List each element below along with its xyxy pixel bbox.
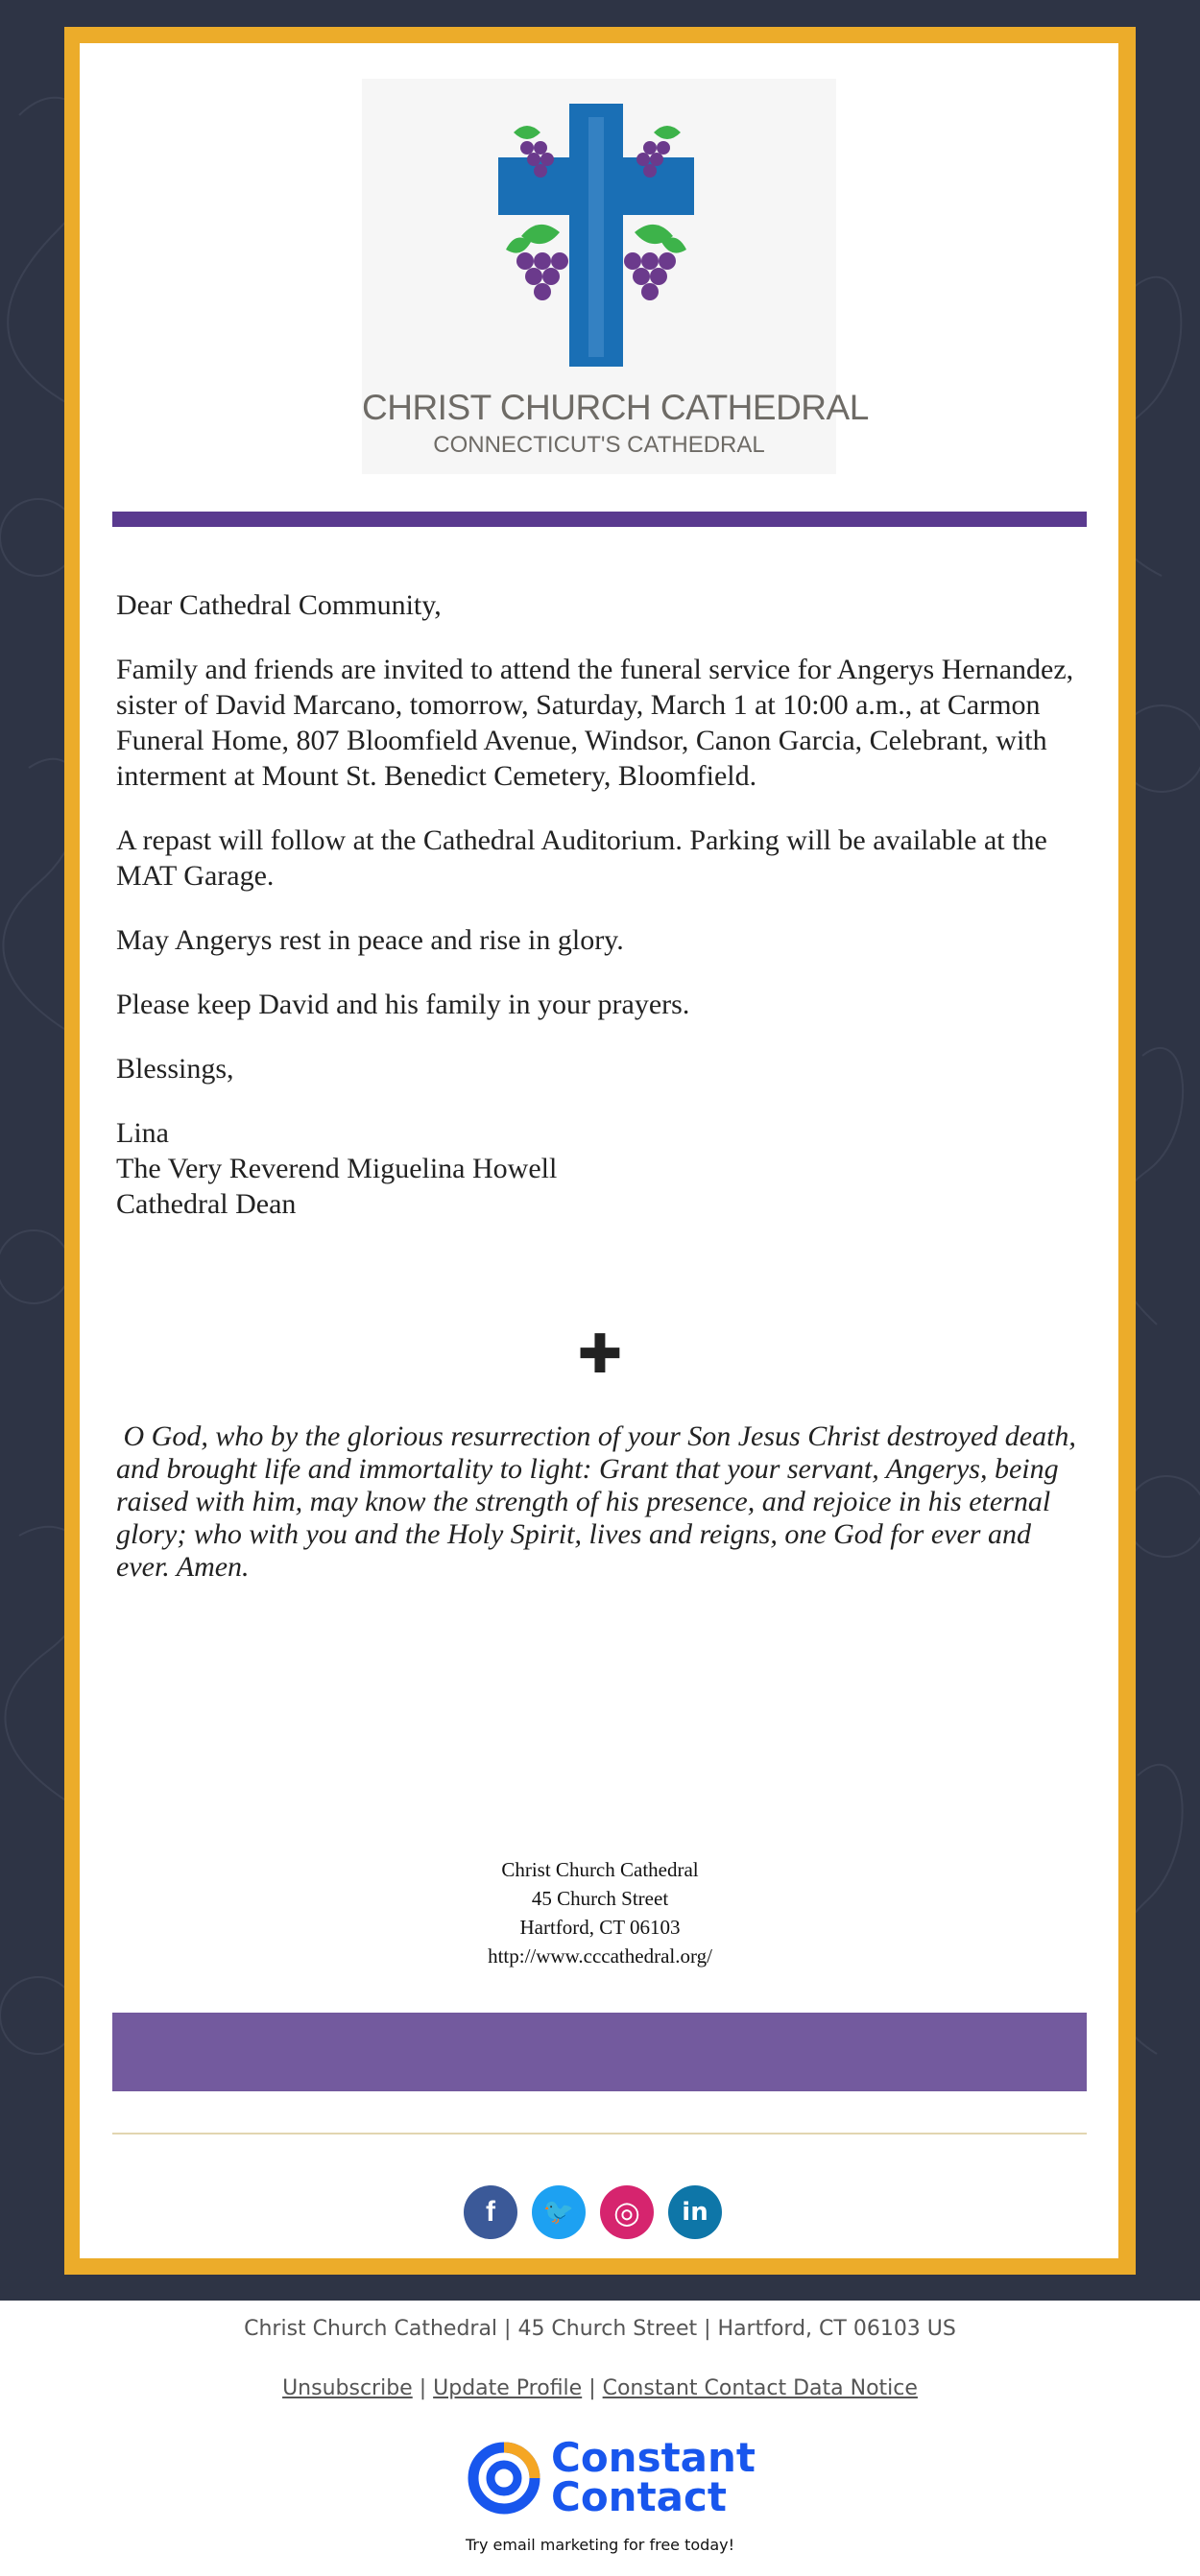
address-url[interactable]: http://www.cccathedral.org/ (488, 1944, 712, 1968)
divider-rule (112, 2133, 1087, 2135)
unsubscribe-link[interactable]: Unsubscribe (282, 2376, 413, 2400)
address-name: Christ Church Cathedral (501, 1858, 699, 1881)
signature (116, 1115, 1086, 1222)
logo-title: CHRIST CHURCH CATHEDRAL (362, 388, 869, 427)
data-notice-link[interactable]: Constant Contact Data Notice (602, 2376, 918, 2400)
greeting: Dear Cathedral Community, (116, 589, 442, 621)
constant-contact-brand[interactable] (551, 2434, 756, 2520)
footer-links (0, 2376, 1200, 2400)
signature-name: Lina (116, 1117, 169, 1149)
letter-body (116, 587, 1086, 1222)
logo-subtitle: CONNECTICUT'S CATHEDRAL (433, 432, 765, 458)
brand-line-1: Constant (551, 2434, 756, 2481)
update-profile-link[interactable]: Update Profile (433, 2376, 583, 2400)
footer-separator: | (582, 2376, 603, 2400)
address-street: 45 Church Street (531, 1887, 669, 1910)
purple-divider (112, 512, 1087, 527)
signature-full-name: The Very Reverend Miguelina Howell (116, 1153, 558, 1184)
brand-line-2: Contact (551, 2473, 727, 2520)
cross-icon: ✚ (577, 1324, 623, 1386)
footer-separator: | (412, 2376, 434, 2400)
address-block (312, 1855, 888, 1970)
cathedral-logo (362, 79, 869, 474)
paragraph-service: Family and friends are invited to attend the funeral service for Angerys Hernandez, sister of David Marcano, tomorrow, Saturday, March 1 at 10:00 a.m., at Carmon Funeral Home, 807 Bloomfield Avenue, Windsor, Canon Garcia, Celebrant, with interment at Mount St. Benedict Cemetery, Bloomfield. (116, 654, 1074, 792)
paragraph-rest: May Angerys rest in peace and rise in glory. (116, 924, 624, 956)
twitter-icon[interactable]: 🐦 (532, 2185, 586, 2239)
facebook-icon[interactable]: f (464, 2185, 517, 2239)
paragraph-prayers: Please keep David and his family in your prayers. (116, 989, 690, 1020)
purple-band (112, 2013, 1087, 2091)
linkedin-icon[interactable]: in (668, 2185, 722, 2239)
footer-address: Christ Church Cathedral | 45 Church Street | Hartford, CT 06103 US (244, 2317, 956, 2341)
signature-title: Cathedral Dean (116, 1188, 297, 1220)
instagram-icon[interactable]: ◎ (600, 2185, 654, 2239)
closing: Blessings, (116, 1053, 234, 1085)
address-city: Hartford, CT 06103 (519, 1916, 681, 1939)
constant-contact-tagline[interactable]: Try email marketing for free today! (466, 2536, 734, 2554)
paragraph-repast: A repast will follow at the Cathedral Auditorium. Parking will be available at the MAT Garage. (116, 824, 1047, 892)
prayer-text: O God, who by the glorious resurrection of your Son Jesus Christ destroyed death, and brought life and immortality to light: Grant that your servant, Angerys, being raised with him, may know the strength of his presence, and rejoice in his eternal glory; who with you and the Holy Spirit, lives and reigns, one God for ever and ever. Amen. (116, 1420, 1084, 1583)
